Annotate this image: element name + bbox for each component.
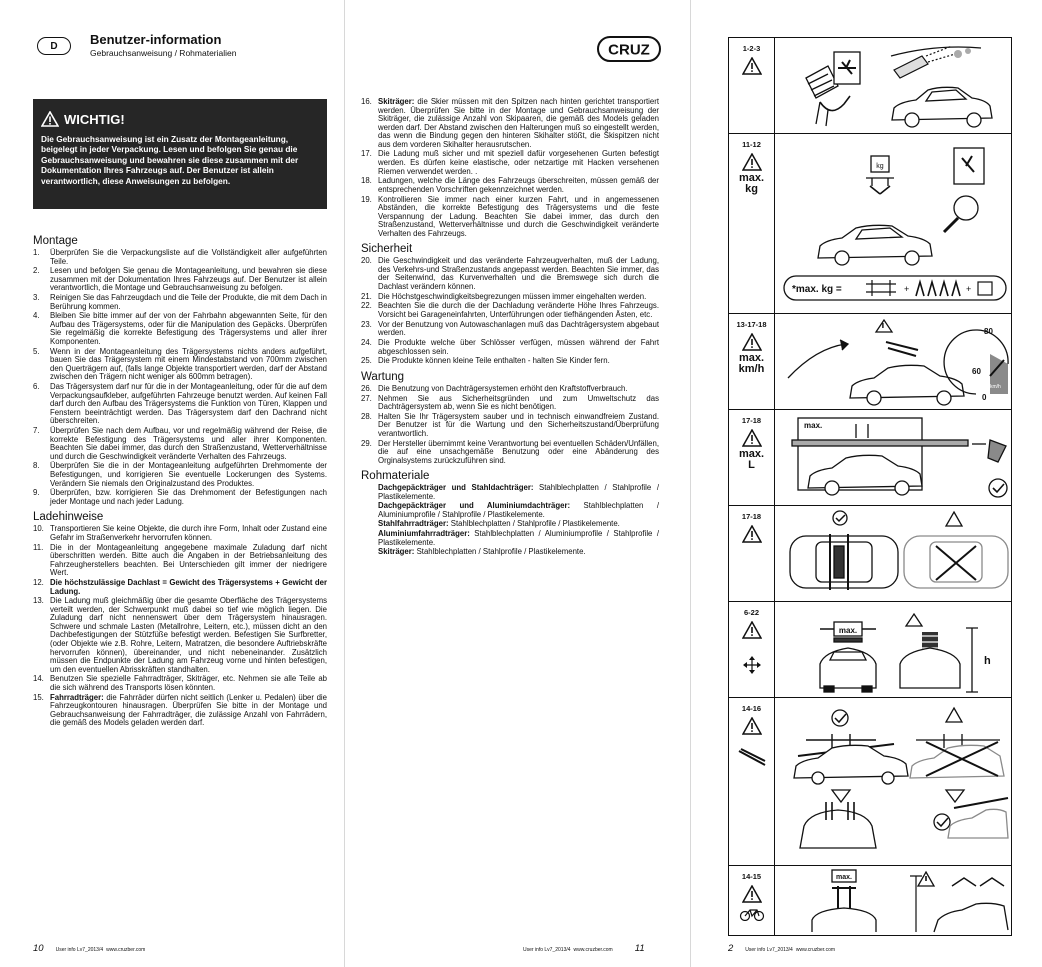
item-body: Die Benutzung von Dachträgersystemen erhöht den Kraftstoffverbrauch. [378, 383, 628, 393]
item-number: 22. [361, 301, 372, 311]
material-text: Stahlblechplatten / Aluminiumprofile / Stahlprofile / Plastikelemente. [378, 501, 659, 519]
page-2-footer [728, 943, 835, 954]
item-text [50, 312, 327, 346]
material-lead: Dachgepäckträger und Aluminiumdachträger: [378, 501, 571, 511]
item-body: Überprüfen Sie nach dem Aufbau, vor und regelmäßig während der Reise, die korrekte Befestigung des Trägersystems und aller ihrer Komponenten. Beachten Sie dabei immer, das durch den Straßenzustand, Wetterverhältnisse und durch die Geschwindigkeit veränderte Verhalten des Fahrzeugs. [50, 426, 327, 461]
svg-text:+: + [904, 284, 910, 294]
item-text [50, 694, 327, 728]
material-entry [378, 502, 659, 519]
list-item [361, 385, 659, 394]
item-text [378, 196, 659, 239]
list-item [361, 440, 659, 466]
instruction-list [33, 249, 327, 506]
item-number: 17. [361, 149, 372, 159]
item-text [50, 579, 327, 596]
item-body: Vor der Benutzung von Autowaschanlagen muß das Dachträgersystem abgebaut werden. [378, 319, 659, 338]
list-item [361, 339, 659, 356]
car-side-icon [892, 87, 992, 127]
page-11-footer [523, 943, 645, 954]
item-number: 26. [361, 383, 372, 393]
material-entry [378, 548, 659, 557]
list-item [361, 150, 659, 176]
list-item [33, 462, 327, 488]
bicycle-icon [739, 907, 765, 921]
instruction-list [361, 257, 659, 366]
warning-triangle-icon [742, 717, 762, 735]
warning-triangle-icon [742, 57, 762, 75]
instruction-list [361, 98, 659, 238]
item-number: 14. [33, 674, 44, 684]
item-body: Halten Sie Ihr Trägersystem sauber und in technisch einwandfreiem Zustand. Der Benutzer ist für die Wartung und den Sicherheitszustand/Überprüfung verantwortlich. [378, 411, 659, 438]
list-item [361, 98, 659, 149]
item-text [378, 385, 659, 394]
list-item [33, 294, 327, 311]
list-item [33, 383, 327, 426]
list-item [361, 293, 659, 302]
list-item [361, 302, 659, 319]
speed-label-60: 60 [972, 367, 981, 376]
item-number: 9. [33, 488, 40, 498]
section-heading: Rohmateriale [361, 470, 430, 483]
row-code: 14-16 [741, 704, 762, 713]
page-10-footer [33, 943, 145, 954]
list-item [33, 675, 327, 692]
section-heading: Ladehinweise [33, 511, 104, 524]
pictogram-row-5 [729, 506, 1011, 602]
item-number: 3. [33, 293, 40, 303]
page-11-text-column [361, 98, 659, 558]
item-number: 4. [33, 311, 40, 321]
car-top-view-wrong-icon [904, 512, 1008, 588]
page-number: 2 [728, 943, 734, 954]
page-subtitle: Gebrauchsanweisung / Rohmaterialien [90, 48, 237, 58]
row-label [729, 866, 775, 935]
page-2-pictograms [690, 0, 1042, 967]
page-10-text-column [33, 230, 327, 729]
item-number: 25. [361, 356, 372, 366]
item-text [378, 98, 659, 149]
list-item [33, 579, 327, 596]
pictogram-row-4 [729, 410, 1011, 506]
item-body: Nehmen Sie aus Sicherheitsgründen und zum Umweltschutz das Dachträgersystem ab, wenn Sie es nicht benötigen. [378, 393, 659, 412]
list-item [33, 427, 327, 461]
list-item [361, 196, 659, 239]
document-search-icon [944, 148, 984, 232]
item-body: Die in der Montageanleitung angegebene maximale Zuladung darf nicht überschritten werden. Bitte auch die Angaben in der Betriebsanleitung des Fahrzeugherstellers beachten. Bei Unterschieden gilt immer der niedrigere Wert. [50, 542, 327, 578]
list-item [361, 321, 659, 338]
item-text [50, 597, 327, 674]
max-label: max. [836, 874, 852, 881]
warning-text: Die Gebrauchsanweisung ist ein Zusatz der Montageanleitung, beigelegt in jeder Verpackung. Lesen und befolgen Sie genau die Gebrauchsanweisung und bewahren sie diese zusammen mit der Dokumentation Ihres Fahrzeugs auf. Der Benutzer ist allein verantwortlich, diese Anweisungen zu befolgen. [41, 134, 299, 186]
row-text: max. kg [738, 172, 765, 195]
item-number: 28. [361, 411, 372, 421]
list-item [33, 597, 327, 674]
item-number: 10. [33, 524, 44, 534]
item-number: 1. [33, 248, 40, 257]
item-text [378, 413, 659, 439]
item-number: 16. [361, 97, 372, 106]
item-body: Kontrollieren Sie immer nach einer kurzen Fahrt, und in angemessenen Abständen, die korrekte Befestigung des Trägersystems und die feste Verspannung der Ladung. Beachten Sie dabei immer, das durch den Straßenzustand, Wetterverhältnisse und durch die Geschwindigkeit veränderte Verhalten des Fahrzeugs. [378, 194, 659, 238]
page-number: 11 [634, 943, 645, 954]
list-item [33, 544, 327, 578]
list-item [361, 395, 659, 412]
item-body: Die Produkte welche über Schlösser verfügen, müssen während der Fahrt abgeschlossen sein. [378, 337, 659, 356]
material-text: Stahlblechplatten / Stahlprofile / Plastikelemente. [378, 483, 659, 501]
instruction-list [33, 525, 327, 728]
material-entry [378, 530, 659, 547]
list-item [33, 525, 327, 542]
cleaning-roof-icon [891, 46, 981, 78]
item-body: Reinigen Sie das Fahrzeugdach und die Teile der Produkte, die mit dem Dach in Berührung kommen. [50, 293, 327, 311]
list-item [361, 177, 659, 194]
material-entry [378, 484, 659, 501]
item-text [378, 440, 659, 466]
item-text [378, 321, 659, 338]
bike-rack-rear-view-icon [812, 870, 876, 932]
item-text [378, 177, 659, 194]
row-code: 6-22 [743, 608, 759, 617]
item-body: Die Ladung muß sicher und mit speziell dafür vorgesehenen Gurten befestigt werden. Es dürfen keine elastische, oder netzartige mit Hacken versehenen Riemen verwendet werden. . [378, 149, 659, 176]
car-rear-icon [820, 648, 876, 692]
item-text [378, 395, 659, 412]
material-text: Stahlblechplatten / Aluminiumprofile / Stahlprofile / Plastikelemente. [378, 529, 659, 547]
item-body: Das Trägersystem darf nur für die in der Montageanleitung, oder für die auf dem Verpackungsaufkleber, aufgeführten Fahrzeuge benutzt werden. Auf keinen Fall darf durch den Aufbau des Trägersystems die Funktion von Türen, Klappen und Fenstern beeinträchtigt werden. Das Trägersystem darf den Dachrand nicht überschreiten. [50, 382, 327, 426]
pictogram-row-1 [729, 38, 1011, 134]
item-number: 8. [33, 461, 40, 471]
row-code: 17-18 [741, 512, 762, 521]
item-body: Die Ladung muß gleichmäßig über die gesamte Oberfläche des Trägersystems verteilt werden, der Schwerpunkt muß dabei so tief wie möglich liegen. Die Zuladung darf nicht nennenswert über dem Trägersystem hinausragen. Schwere und schmale Lasten (Metallrohre, Leitern, etc.), müssen dicht an den Dachbefestigungen der Stützfüße befestigt werden. Befestigen Sie Surfbretter, (oder Objekte wie z.B. Rohre, Leitern, Matratzen, die besondere Auftriebskräfte hervorrufen können), übereinander, und nicht nebeneinander. Zusätzlich müssen die Endpunkte der Ladung am Fahrzeug vorne und hinten befestigen, um den eventuellen Abrisskräften standhalten. [50, 596, 327, 674]
item-body: Wenn in der Montageanleitung des Trägersystems nichts anders aufgeführt, bauen Sie das Trägersystem mit einem Mindestabstand von 700mm zwischen den Querträgern auf, (falls lange Objekte transportiert werden, darf der Abstand zwischen den Trägern nicht weniger als 600mm betragen). [50, 346, 327, 382]
item-number: 11. [33, 542, 44, 552]
item-text [50, 675, 327, 692]
row-text: max. km/h [738, 352, 765, 375]
list-item [33, 348, 327, 382]
pictogram-row-2 [729, 134, 1011, 314]
item-body: Ladungen, welche die Länge des Fahrzeugs überschreiten, müssen gemäß der entsprechenden Vorschriften gekennzeichnet werden. [378, 176, 659, 194]
pictogram-row-3 [729, 314, 1011, 410]
material-lead: Aluminiumfahrradträger: [378, 529, 470, 539]
max-kg-formula [784, 276, 1006, 300]
page-number: 10 [33, 943, 44, 954]
item-text [50, 427, 327, 461]
item-body: Die höchstzulässige Dachlast = Gewicht des Trägersystems + Gewicht der Ladung. [50, 578, 327, 596]
row-label [729, 314, 775, 409]
max-height-icon [900, 614, 991, 692]
item-text [378, 339, 659, 356]
warning-triangle-icon [742, 525, 762, 543]
item-number: 24. [361, 337, 372, 347]
item-number: 18. [361, 176, 372, 186]
instruction-manual-icon [806, 52, 860, 126]
item-body: Überprüfen Sie die in der Montageanleitung aufgeführten Drehmomente der Befestigungen, und korrigieren Sie eventuelle Lockerungen des Systems. Verändern Sie niemals den Originalzustand des Produktes. [50, 461, 327, 488]
material-lead: Stahlfahrradträger: [378, 519, 449, 529]
footer-url: www.cruzber.com [573, 947, 613, 953]
material-text: Stahlblechplatten / Stahlprofile / Plastikelemente. [448, 519, 620, 529]
move-arrows-icon [742, 655, 762, 675]
warning-triangle-icon [742, 153, 762, 171]
cruz-logo [597, 36, 661, 62]
warning-triangle-icon [742, 885, 762, 903]
item-text [50, 383, 327, 426]
item-number: 13. [33, 596, 44, 606]
max-width-icon [820, 622, 876, 642]
item-body: Bleiben Sie bitte immer auf der von der Fahrbahn abgewannten Seite, für den Aufbau des Trägersystems, oder für die Manipulation des Gepäcks. Überprüfen Sie regelmäßig die korrekte Befestigung des Trägersystems und aller ihrer Komponenten. [50, 311, 327, 347]
item-number: 15. [33, 692, 44, 702]
item-body: Überprüfen, bzw. korrigieren Sie das Drehmoment der Befestigungen nach jeder Montage und nach jeder Ladung. [50, 488, 327, 506]
page-title: Benutzer-information [90, 32, 222, 47]
material-entry [378, 520, 659, 529]
item-body: Beachten Sie die durch die der Dachladung veränderte Höhe Ihres Fahrzeugs. Vorsicht bei Garageneinfahrten, Unterführungen oder tiefhängenden Ästen, etc. [378, 301, 659, 319]
item-number: 23. [361, 319, 372, 329]
warning-heading: WICHTIG! [64, 111, 125, 127]
list-item [361, 357, 659, 366]
warning-triangle-icon [41, 111, 59, 127]
row-label [729, 506, 775, 601]
item-body: die Skier müssen mit den Spitzen nach hinten gerichtet transportiert werden. Überprüfen Sie bitte in der Montage und Gebrauchsanweisung der Skiträger, die zulässige Anzahl von Skipaaren, die gemäß des Models geladen werden darf. Der Abstand zwischen den Halterungen muß so eingestellt werden, das wenn die Bindung gegen den hinteren Skihalter stößt, die Skispitzen nicht aus dem vorderen Skihalter herausrutschen. [378, 97, 659, 149]
item-body: Überprüfen Sie die Verpackungsliste auf die Vollständigkeit aller aufgeführten Teile. [50, 248, 327, 266]
footer-info: User info Lv7_2013/4 [523, 947, 571, 953]
item-text [378, 293, 659, 302]
formula-text: *max. kg = [792, 284, 842, 295]
car-top-view-correct-icon [790, 511, 898, 590]
material-text: Stahlblechplatten / Stahlprofile / Plastikelemente. [414, 547, 586, 557]
warning-triangle-icon [742, 429, 762, 447]
material-lead: Skiträger: [378, 547, 415, 557]
section-heading: Montage [33, 235, 78, 247]
item-text [50, 462, 327, 488]
item-number: 12. [33, 578, 44, 588]
car-side-icon [808, 455, 922, 495]
red-flag-icon [972, 440, 1007, 497]
item-number: 7. [33, 426, 40, 436]
max-label: max. [838, 626, 858, 635]
item-number: 29. [361, 438, 372, 448]
item-lead: Fahrradträger: [50, 692, 104, 702]
pictogram-table [728, 37, 1012, 936]
item-text [50, 544, 327, 578]
row-label [729, 602, 775, 697]
max-label: max. [804, 421, 823, 430]
item-text [378, 357, 659, 366]
list-item [33, 312, 327, 346]
item-number: 19. [361, 194, 372, 204]
item-body: Die Höchstgeschwindigkeitsbegrezungen müssen immer eingehalten werden. [378, 291, 647, 301]
item-number: 2. [33, 266, 40, 276]
bike-height-icon [910, 872, 1008, 932]
footer-info: User info Lv7_2013/4 [55, 947, 104, 953]
speed-label-0: 0 [982, 393, 987, 402]
row-code: 14-15 [741, 872, 762, 881]
item-text [50, 348, 327, 382]
row-code: 11-12 [742, 140, 761, 149]
item-text [50, 489, 327, 506]
skis-icon [737, 747, 767, 769]
item-text [50, 525, 327, 542]
weight-label: kg [876, 163, 884, 170]
item-text [378, 302, 659, 319]
row-label [729, 134, 775, 313]
list-item [33, 267, 327, 293]
warning-triangle-icon [742, 333, 762, 351]
item-number: 5. [33, 346, 40, 356]
footer-url: www.cruzber.com [106, 947, 146, 953]
item-body: Lesen und befolgen Sie genau die Montageanleitung, und bewahren sie diese zusammen mit der Dokumentation Ihres Fahrzeugs auf. Der Benutzer ist allein verantwortlich, die Montage und Gebrauchsanweisung zu befolgen. [50, 266, 327, 293]
row-label [729, 410, 775, 505]
list-item [361, 413, 659, 439]
footer-info: User info Lv7_2013/4 [745, 947, 793, 953]
car-side-icon [850, 365, 964, 405]
list-item [361, 257, 659, 291]
row-label [729, 698, 775, 865]
pictogram-row-8 [729, 866, 1011, 935]
warning-box [33, 99, 327, 209]
car-side-icon [818, 225, 932, 265]
item-body: Die Produkte können kleine Teile enthalten - halten Sie Kinder fern. [378, 356, 610, 366]
page-11 [344, 0, 691, 967]
list-item [33, 694, 327, 728]
item-number: 21. [361, 291, 372, 301]
page-10 [0, 0, 344, 967]
speed-unit: km/h [990, 384, 1001, 390]
item-body: Benutzen Sie spezielle Fahrradträger, Skiträger, etc. Nehmen sie alle Teile ab die sich während des Transports lösen könnten. [50, 674, 327, 692]
row-label [729, 38, 775, 133]
ski-rack-wrong-icon [910, 708, 1008, 838]
row-code: 13-17-18 [736, 320, 767, 329]
item-text [50, 249, 327, 266]
pictogram-row-6 [729, 602, 1011, 698]
item-number: 27. [361, 393, 372, 403]
weight-on-roof-icon [866, 156, 894, 194]
row-code: 1-2-3 [742, 44, 761, 53]
item-text [378, 150, 659, 176]
item-body: Transportieren Sie keine Objekte, die durch ihre Form, Inhalt oder Zustand eine Gefahr im Straßenverkehr hervorrufen können. [50, 524, 327, 542]
item-text [378, 257, 659, 291]
row-text: max. L [738, 448, 765, 471]
footer-url: www.cruzber.com [795, 947, 836, 953]
instruction-list [361, 385, 659, 465]
item-number: 20. [361, 256, 372, 266]
item-body: die Fahrräder dürfen nicht seitlich (Lenker u. Pedalen) über die Fahrzeugkontouren hinausragen. Überprüfen Sie bitte in der Montage und Gebrauchsanweisung der Fahrradträger, die zulässige Anzahl von Fahrrädern, die gemäß des Models geladen werden darf. [50, 692, 327, 728]
item-number: 6. [33, 382, 40, 392]
svg-text:+: + [966, 284, 972, 294]
row-code: 17-18 [741, 416, 762, 425]
material-lead: Dachgepäckträger und Stahldachträger: [378, 483, 534, 493]
section-heading: Wartung [361, 370, 405, 383]
pictogram-row-7 [729, 698, 1011, 866]
speed-label-80: 80 [984, 327, 993, 336]
warning-triangle-icon [742, 621, 762, 639]
list-item [33, 489, 327, 506]
language-badge: D [37, 37, 71, 55]
list-item [33, 249, 327, 266]
item-body: Der Hersteller übernimmt keine Verantwortung bei eventuellen Schäden/Unfällen, die auf eine unsachgemäße Benutzung oder eine Abänderung des Orginalsystems zurückzuführen sind. [378, 438, 659, 465]
item-lead: Skiträger: [378, 97, 415, 106]
item-text [50, 267, 327, 293]
item-text [50, 294, 327, 311]
svg-text:CRUZ: CRUZ [608, 41, 650, 59]
ski-rack-correct-icon [794, 710, 908, 848]
height-label: h [984, 655, 991, 667]
item-body: Die Geschwindigkeit und das veränderte Fahrzeugverhalten, muß der Ladung, des Verkehrs-und Straßenzustands angepasst werden. Beachten Sie immer, das der Seitenwind, das Kurvenverhalten und die Bremswege sich durch die Dachlast verändern können. [378, 256, 659, 291]
section-heading: Sicherheit [361, 243, 413, 256]
